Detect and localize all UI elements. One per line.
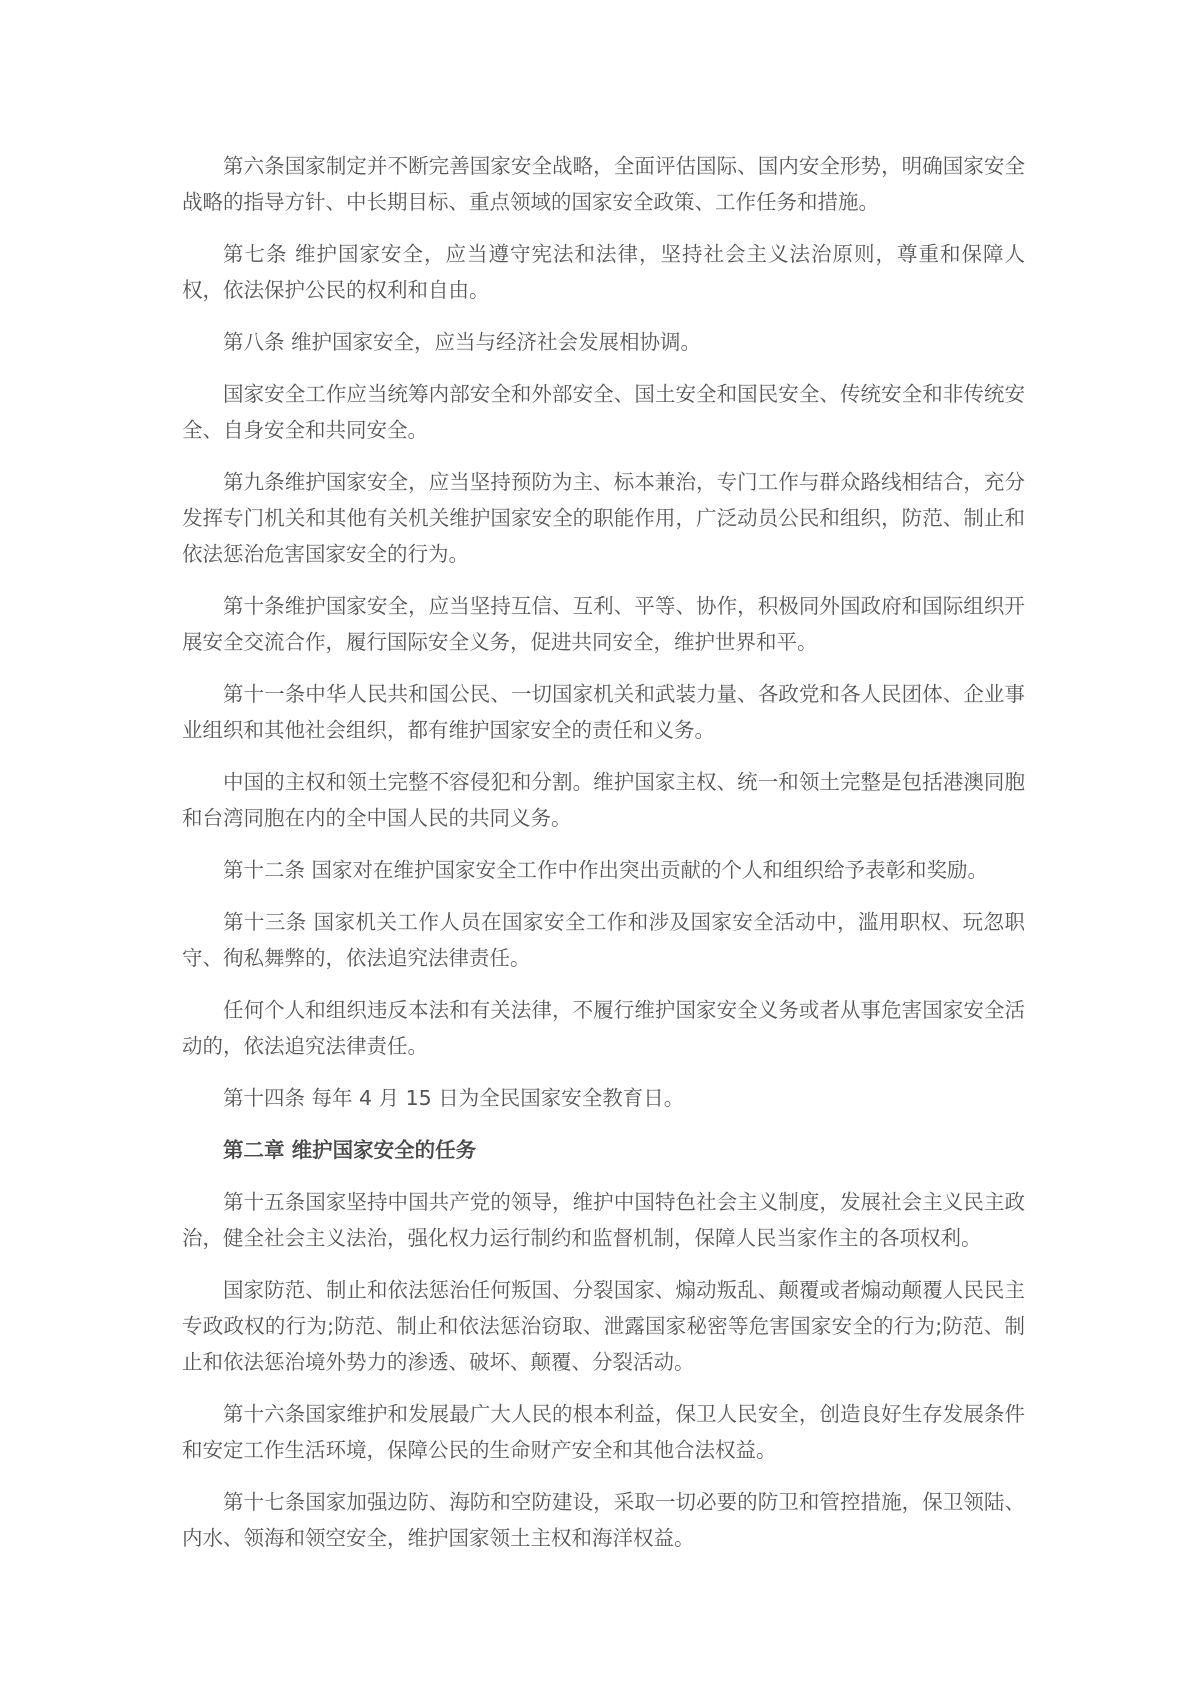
paragraph-article-11-cont: 中国的主权和领土完整不容侵犯和分割。维护国家主权、统一和领土完整是包括港澳同胞和台湾同胞在内的全中国人民的共同义务。 (182, 770, 1025, 830)
paragraph-article-12: 第十二条 国家对在维护国家安全工作中作出突出贡献的个人和组织给予表彰和奖励。 (223, 858, 989, 882)
paragraph-article-8-cont: 国家安全工作应当统筹内部安全和外部安全、国土安全和国民安全、传统安全和非传统安全、自身安全和共同安全。 (182, 382, 1025, 442)
paragraph-article-13-cont: 任何个人和组织违反本法和有关法律，不履行维护国家安全义务或者从事危害国家安全活动的，依法追究法律责任。 (182, 998, 1025, 1058)
paragraph-article-11: 第十一条中华人民共和国公民、一切国家机关和武装力量、各政党和各人民团体、企业事业组织和其他社会组织，都有维护国家安全的责任和义务。 (182, 682, 1025, 742)
paragraph-article-15-cont: 国家防范、制止和依法惩治任何叛国、分裂国家、煽动叛乱、颠覆或者煽动颠覆人民民主专政政权的行为;防范、制止和依法惩治窃取、泄露国家秘密等危害国家安全的行为;防范、制止和依法惩治境外势力的渗透、破坏、颠覆、分裂活动。 (182, 1278, 1025, 1374)
paragraph-article-8: 第八条 维护国家安全，应当与经济社会发展相协调。 (223, 330, 702, 354)
paragraph-article-16: 第十六条国家维护和发展最广大人民的根本利益，保卫人民安全，创造良好生存发展条件和安定工作生活环境，保障公民的生命财产安全和其他合法权益。 (182, 1402, 1025, 1462)
paragraph-article-10: 第十条维护国家安全，应当坚持互信、互利、平等、协作，积极同外国政府和国际组织开展安全交流合作，履行国际安全义务，促进共同安全，维护世界和平。 (182, 594, 1025, 654)
document-page (182, 148, 1025, 1572)
paragraph-article-17: 第十七条国家加强边防、海防和空防建设，采取一切必要的防卫和管控措施，保卫领陆、内水、领海和领空安全，维护国家领土主权和海洋权益。 (182, 1490, 1025, 1550)
paragraph-article-6: 第六条国家制定并不断完善国家安全战略，全面评估国际、国内安全形势，明确国家安全战略的指导方针、中长期目标、重点领域的国家安全政策、工作任务和措施。 (182, 154, 1025, 214)
paragraph-article-7: 第七条 维护国家安全，应当遵守宪法和法律，坚持社会主义法治原则，尊重和保障人权，依法保护公民的权利和自由。 (182, 242, 1025, 302)
paragraph-article-15: 第十五条国家坚持中国共产党的领导，维护中国特色社会主义制度，发展社会主义民主政治，健全社会主义法治，强化权力运行制约和监督机制，保障人民当家作主的各项权利。 (182, 1190, 1025, 1250)
paragraph-article-13: 第十三条 国家机关工作人员在国家安全工作和涉及国家安全活动中，滥用职权、玩忽职守、徇私舞弊的，依法追究法律责任。 (182, 910, 1025, 970)
paragraph-article-14: 第十四条 每年 4 月 15 日为全民国家安全教育日。 (223, 1086, 685, 1110)
chapter-heading: 第二章 维护国家安全的任务 (223, 1138, 477, 1162)
paragraph-article-9: 第九条维护国家安全，应当坚持预防为主、标本兼治，专门工作与群众路线相结合，充分发挥专门机关和其他有关机关维护国家安全的职能作用，广泛动员公民和组织，防范、制止和依法惩治危害国家安全的行为。 (182, 470, 1025, 566)
